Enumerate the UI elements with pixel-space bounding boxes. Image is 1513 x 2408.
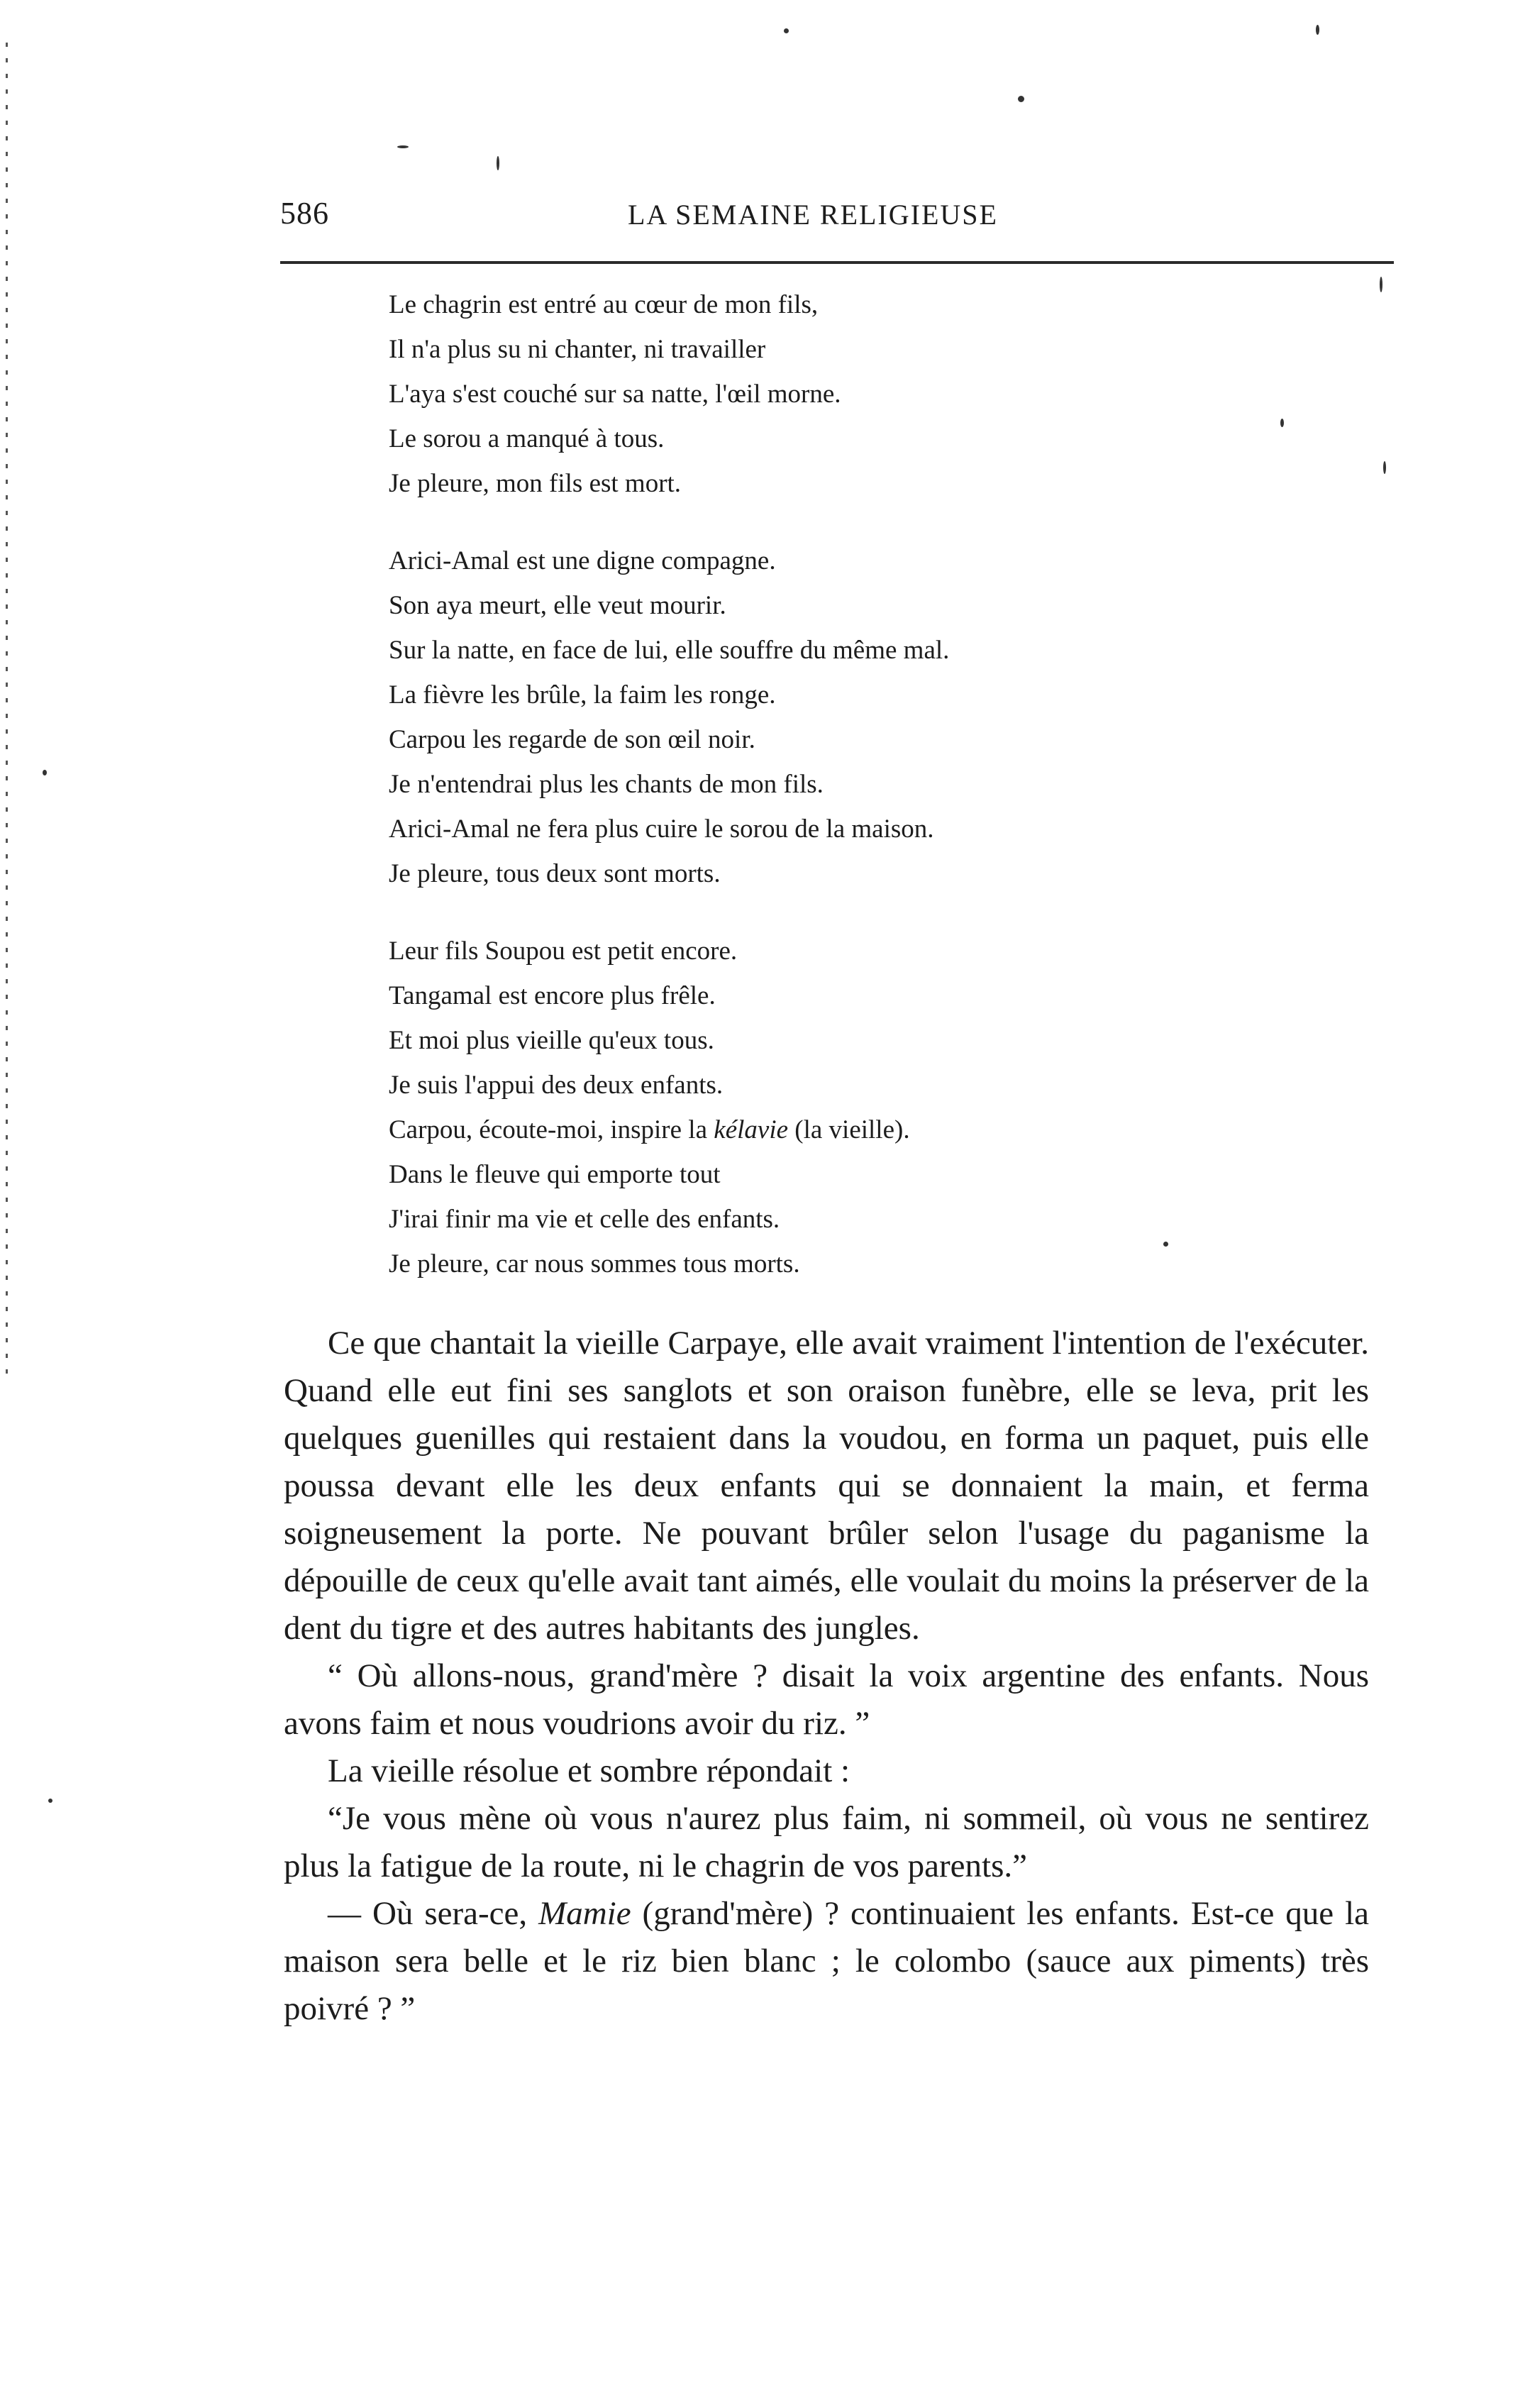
- verse: Il n'a plus su ni chanter, ni travailler: [389, 335, 766, 364]
- verse: L'aya s'est couché sur sa natte, l'œil morne.: [389, 380, 841, 409]
- verse-text: Carpou, écoute-moi, inspire la: [389, 1115, 714, 1144]
- verse: [389, 1108, 1396, 1152]
- verse: Le chagrin est entré au cœur de mon fils,: [389, 290, 819, 319]
- verse: Je pleure, tous deux sont morts.: [389, 859, 721, 888]
- italic-word: kélavie: [714, 1115, 789, 1144]
- running-title: LA SEMAINE RELIGIEUSE: [628, 199, 998, 231]
- paragraph: La vieille résolue et sombre répondait :: [328, 1752, 850, 1789]
- paragraph: [284, 1890, 1369, 2033]
- scan-speck: [497, 156, 499, 170]
- poem: [389, 282, 1396, 1319]
- page-header: [280, 195, 1394, 238]
- paragraph: “ Où allons-nous, grand'mère ? disait la voix argentine des enfants. Nous avons faim et nous voudrions avoir du riz. ”: [284, 1657, 1369, 1742]
- scan-speck: [1163, 1242, 1168, 1247]
- scan-margin-artifact: [6, 43, 8, 1376]
- verse: Dans le fleuve qui emporte tout: [389, 1160, 721, 1189]
- scan-speck: [1380, 277, 1382, 292]
- dialogue-start: — Où sera-ce,: [328, 1895, 539, 1932]
- paragraph: “Je vous mène où vous n'aurez plus faim, ni sommeil, où vous ne sentirez plus la fatigue de la route, ni le chagrin de vos parents.”: [284, 1800, 1369, 1884]
- verse: Je suis l'appui des deux enfants.: [389, 1071, 724, 1100]
- italic-word: Mamie: [538, 1895, 631, 1932]
- verse: Son aya meurt, elle veut mourir.: [389, 591, 726, 620]
- verse: Et moi plus vieille qu'eux tous.: [389, 1026, 714, 1055]
- verse: Carpou les regarde de son œil noir.: [389, 725, 755, 754]
- paragraph: Ce que chantait la vieille Carpaye, elle avait vraiment l'intention de l'exécuter. Quand elle eut fini ses sanglots et son oraison funèbre, elle se leva, prit les quelques guenilles qui restaient dans la voudou, en forma un paquet, puis elle poussa devant elle les deux enfants qui se donnaient la main, et ferma soigneusement la porte. Ne pouvant brûler selon l'usage du paganisme la dépouille de ceux qu'elle avait tant aimés, elle voulait du moins la préserver de la dent du tigre et des autres habitants des jungles.: [284, 1325, 1369, 1647]
- page-number: 586: [280, 196, 329, 231]
- verse: Je n'entendrai plus les chants de mon fils.: [389, 770, 824, 799]
- verse: La fièvre les brûle, la faim les ronge.: [389, 680, 776, 709]
- scan-speck: [1383, 461, 1386, 474]
- stanza-2: [389, 539, 1396, 896]
- verse: Leur fils Soupou est petit encore.: [389, 937, 738, 966]
- scan-speck: [43, 770, 47, 775]
- dialogue-end: (grand'mère) ? continuaient les enfants. Est-ce que la maison sera belle et le riz bien blanc ; le colombo (sauce aux piments) très poivré ? ”: [284, 1895, 1369, 2027]
- scan-speck: [397, 145, 409, 148]
- verse: Tangamal est encore plus frêle.: [389, 981, 716, 1010]
- verse: Le sorou a manqué à tous.: [389, 424, 665, 453]
- verse: Arici-Amal est une digne compagne.: [389, 546, 776, 575]
- verse-tail: (la vieille).: [788, 1115, 910, 1144]
- scan-speck: [48, 1799, 52, 1803]
- verse: J'irai finir ma vie et celle des enfants.: [389, 1205, 780, 1234]
- stanza-3: [389, 929, 1396, 1286]
- prose-body: [284, 1320, 1369, 2033]
- verse: Arici-Amal ne fera plus cuire le sorou de la maison.: [389, 814, 934, 844]
- scan-speck: [1018, 96, 1024, 102]
- header-rule: [280, 261, 1394, 264]
- scan-speck: [1316, 25, 1319, 35]
- verse: Je pleure, mon fils est mort.: [389, 469, 682, 498]
- verse: Je pleure, car nous sommes tous morts.: [389, 1249, 800, 1278]
- scan-speck: [784, 28, 789, 33]
- verse: Sur la natte, en face de lui, elle souffre du même mal.: [389, 636, 950, 665]
- stanza-1: [389, 282, 1396, 506]
- scan-speck: [1280, 419, 1284, 427]
